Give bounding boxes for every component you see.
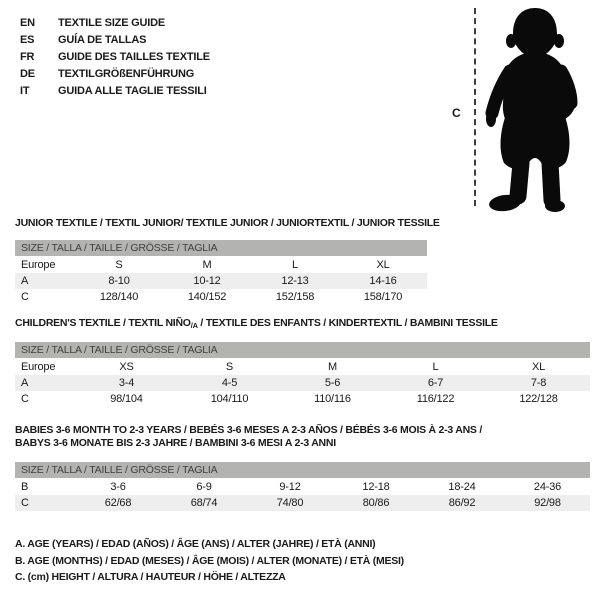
babies-size-table (15, 462, 590, 511)
title-line: BABIES 3-6 MONTH TO 2-3 YEARS / BEBÉS 3-6 MESES A 2-3 AÑOS / BÉBÉS 3-6 MOIS À 2-3 ANS / (15, 424, 483, 436)
table-cell: 18-24 (448, 481, 476, 493)
table-cell: 14-16 (339, 273, 427, 289)
toddler-silhouette-image (483, 6, 591, 214)
row-label: A (15, 375, 75, 391)
language-code: EN (20, 17, 35, 29)
language-code: ES (20, 34, 35, 46)
table-cell: 74/80 (247, 495, 333, 511)
table-cell: 8-10 (75, 273, 163, 289)
table-row (15, 257, 427, 273)
table-cell: 110/116 (314, 393, 351, 405)
table-cell: 86/92 (419, 495, 505, 511)
table-cell: 62/68 (75, 495, 161, 511)
footnote-b: B. AGE (MONTHS) / EDAD (MESES) / ÂGE (MOIS) / ALTER (MONATE) / ETÀ (MESI) (15, 554, 404, 567)
language-row (20, 66, 210, 83)
footnote-c: C. (cm) HEIGHT / ALTURA / HAUTEUR / HÖHE / ALTEZZA (15, 571, 286, 583)
language-label: TEXTILGRÖßENFÜHRUNG (58, 68, 195, 80)
language-code: DE (20, 68, 35, 80)
table-cell: 80/86 (333, 495, 419, 511)
table-cell: 4-5 (178, 375, 281, 391)
row-label: C (21, 393, 29, 405)
title-line: BABYS 3-6 MONATE BIS 2-3 JAHRE / BAMBINI 3-6 MESI A 2-3 ANNI (15, 437, 336, 449)
language-row (20, 83, 210, 100)
language-row (20, 15, 210, 32)
language-list (20, 15, 210, 100)
table-cell: 128/140 (99, 291, 139, 303)
table-cell: S (115, 259, 123, 271)
title-text: / TEXTILE DES ENFANTS / KINDERTEXTIL / BAMBINI TESSILE (197, 317, 498, 329)
table-row (15, 289, 427, 305)
table-cell: 5-6 (281, 375, 384, 391)
size-bar-children: SIZE / TALLA / TAILLE / GRÖSSE / TAGLIA (15, 342, 590, 358)
language-label: TEXTILE SIZE GUIDE (58, 17, 166, 29)
row-label: A (15, 273, 75, 289)
children-size-table (15, 342, 590, 407)
section-title-junior: JUNIOR TEXTILE / TEXTIL JUNIOR/ TEXTILE JUNIOR / JUNIORTEXTIL / JUNIOR TESSILE (15, 217, 440, 229)
table-cell: 98/104 (110, 393, 143, 405)
table-row (15, 391, 590, 407)
title-subscript: /A (190, 321, 198, 330)
table-cell: 140/152 (187, 291, 227, 303)
table-cell: 92/98 (505, 495, 590, 511)
table-cell: M (328, 361, 337, 373)
table-cell: 7-8 (487, 375, 590, 391)
language-row (20, 49, 210, 66)
language-label: GUÍA DE TALLAS (58, 34, 147, 46)
table-cell: 152/158 (275, 291, 315, 303)
height-marker-label: C (452, 106, 461, 120)
row-label: Europe (21, 259, 56, 271)
height-dashed-line (474, 8, 476, 206)
table-cell: 158/170 (363, 291, 403, 303)
section-title-babies (15, 424, 482, 450)
table-cell: 68/74 (161, 495, 247, 511)
junior-size-table (15, 240, 427, 305)
table-cell: 10-12 (163, 273, 251, 289)
table-cell: 6-7 (384, 375, 487, 391)
table-cell: S (225, 361, 234, 373)
footnote-a: A. AGE (YEARS) / EDAD (AÑOS) / ÂGE (ANS) / ALTER (JAHRE) / ETÀ (ANNI) (15, 538, 376, 550)
table-cell: L (432, 361, 439, 373)
table-cell: 12-18 (362, 481, 390, 493)
row-label: B (21, 481, 29, 493)
table-row (15, 359, 590, 375)
table-cell: 6-9 (196, 481, 212, 493)
table-cell: 122/128 (519, 393, 558, 405)
table-cell: L (292, 259, 298, 271)
table-row (15, 375, 590, 391)
table-row (15, 495, 590, 511)
table-row (15, 273, 427, 289)
table-cell: 9-12 (279, 481, 301, 493)
language-code: IT (20, 85, 30, 97)
size-bar-junior: SIZE / TALLA / TAILLE / GRÖSSE / TAGLIA (15, 240, 427, 256)
title-text: CHILDREN'S TEXTILE / TEXTIL NIÑO (15, 317, 191, 329)
language-row (20, 32, 210, 49)
table-row (15, 479, 590, 495)
table-cell: 3-6 (110, 481, 126, 493)
row-label: C (15, 495, 75, 511)
language-label: GUIDA ALLE TAGLIE TESSILI (58, 85, 207, 97)
table-cell: 12-13 (251, 273, 339, 289)
table-cell: XL (531, 361, 546, 373)
table-cell: 24-36 (533, 481, 562, 493)
table-cell: 104/110 (210, 393, 249, 405)
table-cell: M (202, 259, 212, 271)
language-code: FR (20, 51, 35, 63)
table-cell: 3-4 (75, 375, 178, 391)
table-cell: 116/122 (416, 393, 455, 405)
section-title-children (15, 317, 498, 330)
row-label: C (21, 291, 29, 303)
language-label: GUIDE DES TAILLES TEXTILE (58, 51, 210, 63)
table-cell: XS (119, 361, 134, 373)
footnotes (15, 536, 404, 586)
row-label: Europe (21, 361, 56, 373)
size-bar-babies: SIZE / TALLA / TAILLE / GRÖSSE / TAGLIA (15, 462, 590, 478)
table-cell: XL (376, 259, 390, 271)
